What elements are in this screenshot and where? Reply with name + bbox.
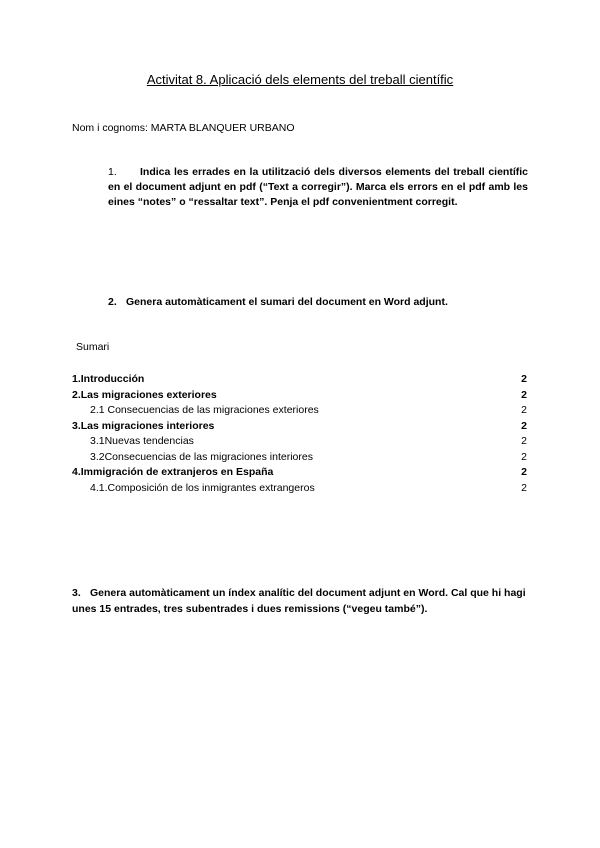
toc-subentry[interactable] [72, 450, 527, 466]
toc-entry[interactable] [72, 388, 527, 404]
toc-entry-label: 3.2Consecuencias de las migraciones interiores [90, 450, 313, 463]
toc-entry[interactable] [72, 465, 527, 481]
task-3-number: 3. [72, 587, 81, 599]
task-1 [108, 165, 528, 210]
toc-subentry[interactable] [72, 403, 527, 419]
task-2-text: Genera automàticament el sumari del document en Word adjunt. [126, 296, 448, 308]
toc-entry-label: 1.Introducción [72, 373, 145, 385]
toc-entry-page: 2 [521, 373, 527, 385]
toc-entry[interactable] [72, 419, 527, 435]
toc-entry-page: 2 [521, 450, 527, 463]
toc-entry[interactable] [72, 372, 527, 388]
toc-entry-label: 3.Las migraciones interiores [72, 419, 215, 432]
task-2 [108, 296, 448, 308]
name-line: Nom i cognoms: MARTA BLANQUER URBANO [72, 122, 295, 134]
toc-entry-page: 2 [521, 466, 527, 478]
toc-entry-label: 4.1.Composición de los inmigrantes extrangeros [90, 481, 315, 494]
toc-entry-page: 2 [521, 481, 527, 494]
toc-subentry[interactable] [72, 481, 527, 497]
toc-entry-page: 2 [521, 388, 527, 401]
toc-entry-page: 2 [521, 419, 527, 432]
sumari-heading: Sumari [76, 341, 110, 353]
toc-entry-label: 3.1Nuevas tendencias [90, 435, 194, 447]
toc-entry-label: 2.Las migraciones exteriores [72, 388, 217, 401]
task-1-text: Indica les errades en la utilització dels diversos elements del treball científic en el document adjunt en pdf (“Text a corregir”). Marca els errors en el pdf amb les eines “notes” o “ressaltar text”. Penja el pdf convenientment corregit. [108, 166, 528, 208]
toc-subentry[interactable] [72, 434, 527, 450]
toc-entry-page: 2 [521, 435, 527, 447]
page-title: Activitat 8. Aplicació dels elements del treball científic [146, 72, 454, 87]
toc-entry-label: 2.1 Consecuencias de las migraciones exteriores [90, 404, 319, 416]
toc-entry-page: 2 [521, 404, 527, 416]
task-2-number: 2. [108, 296, 117, 308]
toc-entry-label: 4.Immigración de extranjeros en España [72, 466, 274, 478]
task-1-number: 1. [108, 166, 117, 178]
task-3 [72, 585, 527, 617]
task-3-text: Genera automàticament un índex analític del document adjunt en Word. Cal que hi hagi unes 15 entrades, tres subentrades i dues remissions (“vegeu també”). [72, 587, 526, 615]
table-of-contents [72, 372, 527, 496]
